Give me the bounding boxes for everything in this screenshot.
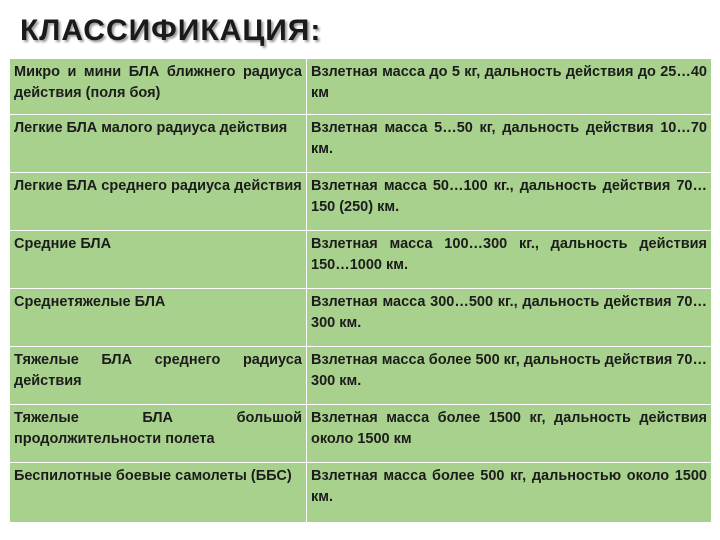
category-cell: Микро и мини БЛА ближнего радиуса действия (поля боя): [10, 59, 307, 115]
description-cell: Взлетная масса 5…50 кг, дальность действия 10…70 км.: [307, 115, 712, 173]
category-cell: Легкие БЛА малого радиуса действия: [10, 115, 307, 173]
description-cell: Взлетная масса 100…300 кг., дальность действия 150…1000 км.: [307, 231, 712, 289]
category-cell: Беспилотные боевые самолеты (ББС): [10, 463, 307, 523]
table-row: [10, 59, 712, 115]
table-row: [10, 405, 712, 463]
category-cell: Среднетяжелые БЛА: [10, 289, 307, 347]
slide-title: КЛАССИФИКАЦИЯ:: [20, 14, 322, 47]
category-cell: Тяжелые БЛА среднего радиуса действия: [10, 347, 307, 405]
table-row: [10, 173, 712, 231]
description-cell: Взлетная масса более 500 кг, дальность действия 70…300 км.: [307, 347, 712, 405]
description-cell: Взлетная масса до 5 кг, дальность действия до 25…40 км: [307, 59, 712, 115]
category-cell: Средние БЛА: [10, 231, 307, 289]
classification-table: [9, 58, 712, 523]
description-cell: Взлетная масса 50…100 кг., дальность действия 70…150 (250) км.: [307, 173, 712, 231]
table-row: [10, 463, 712, 523]
table-row: [10, 347, 712, 405]
description-cell: Взлетная масса более 1500 кг, дальность действия около 1500 км: [307, 405, 712, 463]
table-row: [10, 289, 712, 347]
category-cell: Тяжелые БЛА большой продолжительности полета: [10, 405, 307, 463]
table-row: [10, 115, 712, 173]
table-row: [10, 231, 712, 289]
category-cell: Легкие БЛА среднего радиуса действия: [10, 173, 307, 231]
description-cell: Взлетная масса более 500 кг, дальностью около 1500 км.: [307, 463, 712, 523]
description-cell: Взлетная масса 300…500 кг., дальность действия 70…300 км.: [307, 289, 712, 347]
